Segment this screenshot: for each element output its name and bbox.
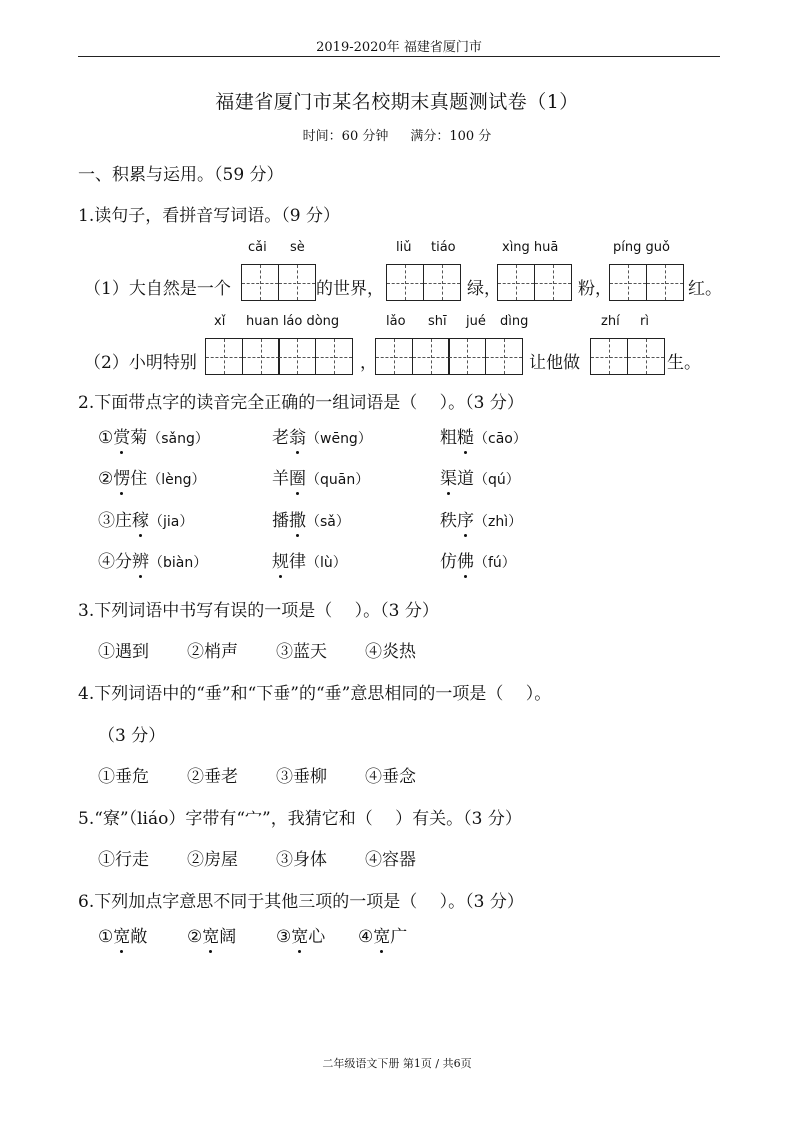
q1-row1-box-caise[interactable] — [241, 264, 316, 301]
q2-option-3-word-3: 秩序（zhì） — [440, 506, 522, 531]
exam-time: 时间：60 分钟 — [302, 129, 389, 144]
exam-title: 福建省厦门市某名校期末真题测试卷（1） — [215, 91, 579, 113]
q6-option-4[interactable]: ④宽广 — [358, 922, 407, 947]
q2-option-1-word-3: 粗糙（cāo） — [440, 423, 527, 448]
q2-option-4-word-1: ④分辨（biàn） — [98, 547, 207, 572]
q1-row1-text-1: （1）大自然是一个 — [84, 279, 231, 299]
q1-row1-pinyin-2: sè — [290, 240, 305, 255]
q2-dotted-char: 愣 — [113, 464, 130, 489]
q1-row2-pinyin-1: xǐ — [214, 314, 226, 329]
q1-row2-pinyin-2: huan láo dòng — [246, 314, 340, 329]
q4-option-4[interactable]: ④垂念 — [365, 767, 416, 787]
header-rule — [78, 56, 720, 57]
q3-option-4[interactable]: ④炎热 — [365, 642, 416, 662]
q2-stem: 2.下面带点字的读音完全正确的一组词语是（ ）。（3 分） — [78, 393, 524, 413]
q1-row2-pinyin-5: jué — [466, 314, 486, 329]
q2-dotted-char: 赏 — [113, 423, 130, 448]
q2-dotted-char: 渠 — [440, 464, 457, 489]
q1-stem: 1.读句子，看拼音写词语。（9 分） — [78, 206, 340, 226]
q1-row1-pinyin-1: cǎi — [248, 240, 267, 255]
q1-row1-pinyin-6: píng guǒ — [613, 240, 670, 255]
q6-dotted-char: 宽 — [202, 922, 219, 947]
q2-dotted-char: 佛 — [457, 547, 474, 572]
q1-row2-box-xihuanlaodong[interactable] — [205, 338, 353, 375]
q2-option-1-word-1: ①赏菊（sǎng） — [98, 423, 209, 448]
q1-row2-pinyin-4: shī — [428, 314, 447, 329]
q3-option-3[interactable]: ③蓝天 — [276, 642, 327, 662]
q1-row2-pinyin-8: rì — [640, 314, 649, 329]
q1-row1-text-4: 粉， — [578, 279, 612, 299]
q1-row2-pinyin-6: dìng — [500, 314, 529, 329]
q3-option-2[interactable]: ②梢声 — [187, 642, 238, 662]
q2-dotted-char: 糙 — [457, 423, 474, 448]
q6-stem: 6.下列加点字意思不同于其他三项的一项是（ ）。（3 分） — [78, 892, 524, 912]
q2-option-4-word-2: 规律（lù） — [272, 547, 347, 572]
section-1-heading: 一、积累与运用。（59 分） — [78, 165, 284, 185]
q3-stem: 3.下列词语中书写有误的一项是（ ）。（3 分） — [78, 601, 439, 621]
q6-option-1[interactable]: ①宽敞 — [98, 922, 147, 947]
q2-option-2-word-3: 渠道（qú） — [440, 464, 520, 489]
q1-row1-box-pingguo[interactable] — [609, 264, 684, 301]
q1-row1-box-liutiao[interactable] — [386, 264, 461, 301]
page-header: 2019-2020年 福建省厦门市 — [316, 40, 482, 55]
q2-dotted-char: 辨 — [132, 547, 149, 572]
q6-option-3[interactable]: ③宽心 — [276, 922, 325, 947]
q1-row2-text-1: （2）小明特别 — [84, 353, 197, 373]
q2-option-1-word-2: 老翁（wēng） — [272, 423, 372, 448]
q5-option-1[interactable]: ①行走 — [98, 850, 149, 870]
q2-option-3-word-2: 播撒（sǎ） — [272, 506, 350, 531]
q1-row1-text-5: 红。 — [688, 279, 722, 299]
q1-row1-pinyin-3: liǔ — [396, 240, 412, 255]
exam-meta — [0, 125, 794, 144]
q2-option-2-word-2: 羊圈（quān） — [272, 464, 369, 489]
q1-row1-pinyin-5: xìng huā — [502, 240, 559, 255]
q5-option-3[interactable]: ③身体 — [276, 850, 327, 870]
q2-dotted-char: 撒 — [289, 506, 306, 531]
q4-option-1[interactable]: ①垂危 — [98, 767, 149, 787]
q4-option-3[interactable]: ③垂柳 — [276, 767, 327, 787]
page-footer: 二年级语文下册 第1页 / 共6页 — [322, 1057, 472, 1070]
q2-option-2-word-1: ②愣住（lèng） — [98, 464, 206, 489]
q1-row2-text-2: ， — [360, 353, 377, 373]
q2-dotted-char: 序 — [457, 506, 474, 531]
q1-row2-pinyin-7: zhí — [601, 314, 620, 329]
q1-row2-pinyin-3: lǎo — [386, 314, 406, 329]
q2-dotted-char: 规 — [272, 547, 289, 572]
q6-option-2[interactable]: ②宽阔 — [187, 922, 236, 947]
q6-dotted-char: 宽 — [113, 922, 130, 947]
q4-stem: 4.下列词语中的“垂”和“下垂”的“垂”意思相同的一项是（ ）。 — [78, 684, 552, 704]
q1-row2-text-3: 让他做 — [529, 353, 580, 373]
q5-option-4[interactable]: ④容器 — [365, 850, 416, 870]
q1-row2-text-4: 生。 — [667, 353, 701, 373]
q1-row1-pinyin-4: tiáo — [431, 240, 456, 255]
q5-option-2[interactable]: ②房屋 — [187, 850, 238, 870]
q1-row2-box-laoshijueding[interactable] — [375, 338, 523, 375]
q2-dotted-char: 圈 — [289, 464, 306, 489]
q2-option-4-word-3: 仿佛（fú） — [440, 547, 516, 572]
q5-stem: 5.“寮”（liáo）字带有“宀”，我猜它和（ ）有关。（3 分） — [78, 809, 522, 829]
exam-score: 满分：100 分 — [410, 129, 492, 144]
q6-dotted-char: 宽 — [291, 922, 308, 947]
q1-row1-text-2: 的世界， — [316, 279, 384, 299]
q4-option-2[interactable]: ②垂老 — [187, 767, 238, 787]
q2-option-3-word-1: ③庄稼（jia） — [98, 506, 193, 531]
q6-dotted-char: 宽 — [373, 922, 390, 947]
q3-option-1[interactable]: ①遇到 — [98, 642, 149, 662]
q2-dotted-char: 翁 — [289, 423, 306, 448]
q4-score: （3 分） — [98, 726, 166, 746]
q2-dotted-char: 稼 — [132, 506, 149, 531]
q1-row2-box-zhiri[interactable] — [590, 338, 665, 375]
q1-row1-box-xinghua[interactable] — [497, 264, 572, 301]
q1-row1-text-3: 绿， — [467, 279, 501, 299]
